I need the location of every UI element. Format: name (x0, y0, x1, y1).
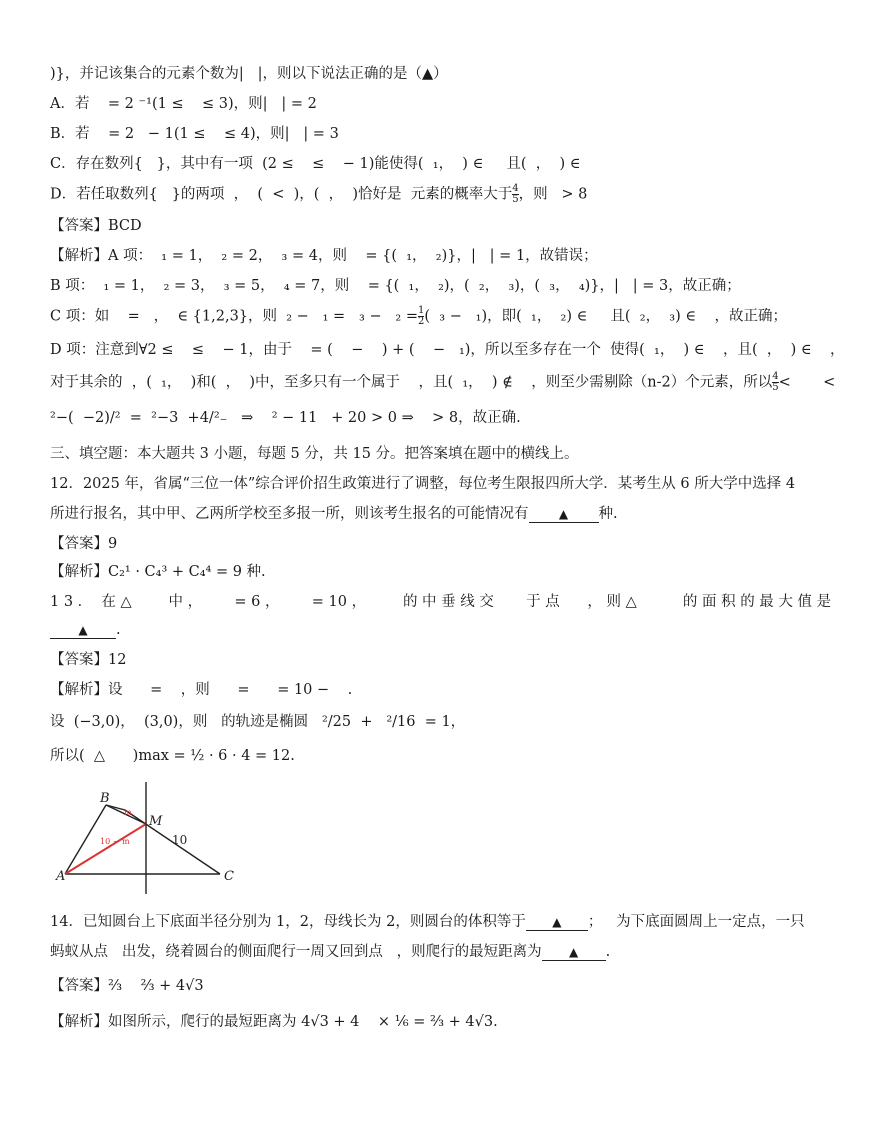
analysis-c-text: C 项：如 = ， ∈ {1,2,3}，则 ₂ − ₁ = ₃ − ₂ = (50, 308, 419, 325)
option-d-text: D．若任取数列{ }的两项 ， ( < )，( ， )恰好是 元素的概率大于 (50, 186, 513, 203)
question-12: 12．2025 年，省属“三位一体”综合评价招生政策进行了调整，每位考生限报四所大学．某考生从 6 所大学中选择 4 (50, 476, 796, 492)
answer-line: 【答案】⅔ ⅔ + 4√3 (50, 978, 204, 994)
blank-marker: ▲ (569, 945, 579, 959)
analysis-a: 【解析】A 项： ₁ = 1， ₂ = 2， ₃ = 4，则 = {( ₁， ₂)}，| | = 1，故错误； (50, 248, 598, 264)
analysis-line-3: 所以( △ )max = ½ · 6 · 4 = 12. (50, 748, 295, 764)
label-a: A (56, 869, 66, 884)
option-a: A．若 = 2 ⁻¹(1 ≤ ≤ 3)，则| | = 2 (50, 96, 317, 112)
question-14-tail: . (605, 944, 611, 960)
frac-num: 1 (418, 305, 425, 316)
blank-marker: ▲ (78, 623, 88, 637)
option-d-tail: ，则 > 8 (518, 186, 588, 203)
question-14-text: 14．已知圆台上下底面半径分别为 1，2，母线长为 2，则圆台的体积等于 (50, 914, 526, 930)
blank-marker: ▲ (558, 507, 569, 521)
label-c: C (224, 869, 234, 884)
answer-blank (542, 944, 606, 961)
analysis-d-3: ²−( −2)/² = ²−3 +4/²₋ ⇒ ² − 11 + 20 > 0 ⇒ > 8，故正确. (50, 410, 521, 426)
answer-blank (526, 914, 588, 931)
answer-line: 【答案】9 (50, 536, 118, 552)
analysis-line: 【解析】如图所示，爬行的最短距离为 4√3 + 4 × ⅙ = ⅔ + 4√3. (50, 1014, 498, 1030)
analysis-d-2-tail: < < (778, 374, 836, 391)
segment-am (65, 824, 146, 874)
label-side-10: 10 (172, 833, 188, 847)
analysis-line: 【解析】设 = ，则 = = 10 − . (50, 682, 353, 698)
section-heading: 三、填空题：本大题共 3 小题，每题 5 分，共 15 分。把答案填在题中的横线上。 (50, 446, 579, 462)
analysis-c (50, 306, 787, 327)
question-13-tail: . (116, 622, 121, 638)
option-c: C．存在数列{ }，其中有一项 (2 ≤ ≤ − 1)能使得( ₁， ) ∈ 且( ， ) ∈ (50, 156, 581, 172)
question-12-2 (50, 504, 618, 524)
question-13: 1 3 ． 在 △ 中 ， = 6 ， = 10 ， 的 中 垂 线 交 于 点 ， 则 △ 的 面 积 的 最 大 值 是 (50, 594, 832, 610)
analysis-d-2 (50, 372, 835, 393)
frac-den: 2 (418, 316, 425, 327)
question-14-2 (50, 942, 610, 962)
analysis-line: 【解析】C₂¹ · C₄³ + C₄⁴ = 9 种. (50, 564, 266, 580)
label-b: B (100, 791, 110, 806)
analysis-d: D 项：注意到∀2 ≤ ≤ − 1，由于 = ( − ) + ( − ₁)，所以至多存在一个 使得( ₁， ) ∈ ，且( ， ) ∈ ， (50, 342, 845, 358)
answer-blank (50, 622, 116, 639)
label-m-length: m (124, 808, 132, 817)
label-10-minus-m: 10 − m (100, 837, 130, 846)
option-b: B．若 = 2 − 1(1 ≤ ≤ 4)，则| | = 3 (50, 126, 339, 142)
option-d (50, 184, 587, 205)
answer-line: 【答案】12 (50, 652, 127, 668)
analysis-d-2-text: 对于其余的 ，( ₁， )和( ， )中，至多只有一个属于 ，且( ₁， ) ∉ ，则至少需剔除（n-2）个元素，所以 (50, 374, 773, 391)
frac-num: 4 (772, 371, 779, 382)
text-line: )}，并记该集合的元素个数为| |，则以下说法正确的是（▲） (50, 66, 448, 82)
frac-den: 5 (512, 194, 519, 205)
question-13-2 (50, 620, 121, 640)
answer-blank (529, 506, 599, 523)
question-14-mid: ； 为下底面圆周上一定点，一只 (587, 914, 805, 930)
question-12-tail: 种. (598, 506, 618, 522)
frac-num: 4 (512, 183, 519, 194)
frac-den: 5 (772, 382, 779, 393)
answer-line: 【答案】BCD (50, 218, 142, 234)
analysis-c-tail: ( ₃ − ₁)，即( ₁， ₂) ∈ 且( ₂， ₃) ∈ ，故正确； (424, 308, 788, 325)
analysis-line-2: 设 (−3,0)， (3,0)，则 的轨迹是椭圆 ²/25 + ²/16 = 1， (50, 714, 466, 730)
triangle-figure (50, 778, 250, 898)
question-14 (50, 912, 805, 932)
question-12-text: 所进行报名，其中甲、乙两所学校至多报一所，则该考生报名的可能情况有 (50, 506, 529, 522)
analysis-b: B 项： ₁ = 1， ₂ = 3， ₃ = 5， ₄ = 7，则 = {( ₁， ₂)，( ₂， ₃)，( ₃， ₄)}，| | = 3，故正确； (50, 278, 741, 294)
label-m: M (149, 814, 163, 829)
question-14-text-2: 蚂蚁从点 出发，绕着圆台的侧面爬行一周又回到点 ，则爬行的最短距离为 (50, 944, 542, 960)
blank-marker: ▲ (552, 915, 562, 929)
